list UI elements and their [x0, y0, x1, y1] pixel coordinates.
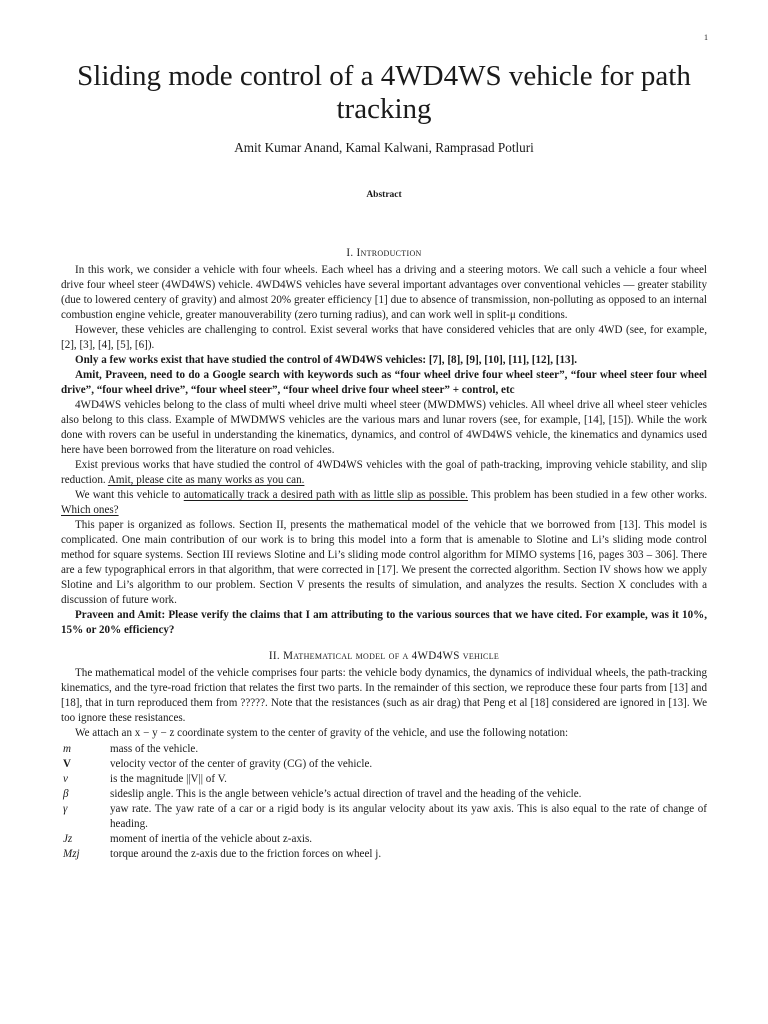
notation-row: [61, 847, 707, 862]
section-1-paragraph: However, these vehicles are challenging to control. Exist several works that have considered vehicles that are only 4WD (see, for example, [2], [3], [4], [5], [6]).: [61, 324, 707, 351]
notation-symbol: Mzj: [63, 848, 80, 860]
section-2-heading: [61, 649, 707, 664]
notation-row: [61, 802, 707, 832]
notation-description: torque around the z-axis due to the friction forces on wheel j.: [110, 848, 382, 860]
paragraph-text: This problem has been studied in a few other works.: [470, 489, 708, 501]
notation-row: [61, 832, 707, 847]
notation-row: [61, 742, 707, 757]
notation-row: [61, 772, 707, 787]
section-1-title: Introduction: [356, 247, 422, 259]
notation-row: [61, 787, 707, 802]
section-1-paragraph: In this work, we consider a vehicle with four wheels. Each wheel has a driving and a steering motors. We call such a vehicle a four wheel drive four wheel steer (4WD4WS) vehicle. 4WD4WS vehicles have several important advantages over conventional vehicles — greater stability (due to lowered centery of gravity) and almost 20% greater efficiency [1] due to absence of transmission, non-polluting as opposed to an internal combustion engine vehicle, greater manouverability (zero turning radius), and can work well in split-μ conditions.: [61, 264, 707, 321]
abstract-heading: Abstract: [366, 190, 402, 200]
section-1-paragraph: 4WD4WS vehicles belong to the class of multi wheel drive multi wheel steer (MWDMWS) vehicles. All wheel drive all wheel steer vehicles also belong to this class. Example of MWDMWS vehicles are the various mars and lunar rovers (see, for example, [14], [15]). While the work done with rovers can be useful in understanding the kinematics, dynamics, and control of 4WD4WS vehicle, the kinematics and dynamics used here have been borrowed from the literature on road vehicles.: [61, 399, 707, 456]
notation-description: yaw rate. The yaw rate of a car or a rigid body is its angular velocity about its yaw axis. This is also equal to the rate of change of heading.: [110, 803, 707, 830]
notation-symbol: m: [63, 743, 72, 755]
section-1-paragraph: [61, 488, 707, 518]
section-1-paragraph-bold: Only a few works exist that have studied the control of 4WD4WS vehicles: [7], [8], [9], [10], [11], [12], [13].: [75, 354, 578, 366]
section-1-number: I.: [346, 247, 354, 259]
underlined-goal: automatically track a desired path with as little slip as possible.: [183, 489, 468, 501]
notation-symbol: V: [63, 758, 72, 770]
notation-symbol: γ: [63, 803, 68, 815]
notation-row: [61, 757, 707, 772]
underlined-note: Amit, please cite as many works as you can.: [107, 474, 305, 486]
paragraph-text: We want this vehicle to: [75, 489, 181, 501]
notation-list: [61, 742, 707, 862]
notation-description: sideslip angle. This is the angle between vehicle’s actual direction of travel and the heading of the vehicle.: [110, 788, 582, 800]
notation-description: mass of the vehicle.: [110, 743, 199, 755]
author-note-paragraph: Amit, Praveen, need to do a Google search with keywords such as “four wheel drive four wheel steer”, “four wheel steer four wheel drive”, “four wheel drive”, “four wheel steer”, “four wheel drive four wheel steer” + control, etc: [61, 369, 707, 396]
notation-symbol: β: [63, 788, 69, 800]
page-number: 1: [704, 33, 708, 42]
notation-description: is the magnitude ||V|| of V.: [110, 773, 227, 785]
section-1-paragraph: This paper is organized as follows. Section II, presents the mathematical model of the vehicle that we borrowed from [13]. This model is complicated. One main contribution of our work is to bring this model into a form that is amenable to Slotine and Li’s sliding mode control method for square systems. Section III reviews Slotine and Li’s sliding mode control algorithm for MIMO systems [16, pages 303 – 306]. There are a few typographical errors in that algorithm, that were corrected in [17]. We present the corrected algorithm. Section IV shows how we apply Slotine and Li’s algorithm to our problem. Section V presents the results of simulation, and analyzes the results. Section X concludes with a discussion of future work.: [61, 519, 707, 606]
section-1-heading: [61, 246, 707, 261]
author-list: Amit Kumar Anand, Kamal Kalwani, Ramprasad Potluri: [234, 140, 534, 155]
paper-body: [61, 246, 707, 862]
section-1-paragraph: [61, 458, 707, 488]
notation-description: velocity vector of the center of gravity (CG) of the vehicle.: [110, 758, 373, 770]
section-2-paragraph: We attach an x − y − z coordinate system to the center of gravity of the vehicle, and use the following notation:: [75, 727, 569, 739]
author-note-paragraph: Praveen and Amit: Please verify the claims that I am attributing to the various sources that we have cited. For example, was it 10%, 15% or 20% efficiency?: [61, 609, 707, 636]
notation-symbol: Jz: [63, 833, 73, 845]
notation-symbol: v: [63, 773, 68, 785]
paper-title: Sliding mode control of a 4WD4WS vehicle for path tracking: [77, 60, 691, 125]
section-2-paragraph: The mathematical model of the vehicle comprises four parts: the vehicle body dynamics, the dynamics of individual wheels, the path-tracking kinematics, and the tyre-road friction that relates the first two parts. In the remainder of this section, we reproduce these four parts from [13] and [18], that in turn reproduced them from ?????. Note that the resistances (such as air drag) that Peng et al [18] considered are ignored in [13]. We too ignore these resistances.: [61, 667, 707, 724]
section-2-number: II.: [268, 650, 280, 662]
notation-description: moment of inertia of the vehicle about z-axis.: [110, 833, 313, 845]
paragraph-text: Exist previous works that have studied the control of 4WD4WS vehicles with the goal of path-tracking, improving vehicle stability, and slip reduction.: [61, 459, 707, 486]
underlined-question: Which ones?: [61, 504, 119, 516]
section-2-title: Mathematical model of a 4WD4WS vehicle: [283, 650, 500, 662]
